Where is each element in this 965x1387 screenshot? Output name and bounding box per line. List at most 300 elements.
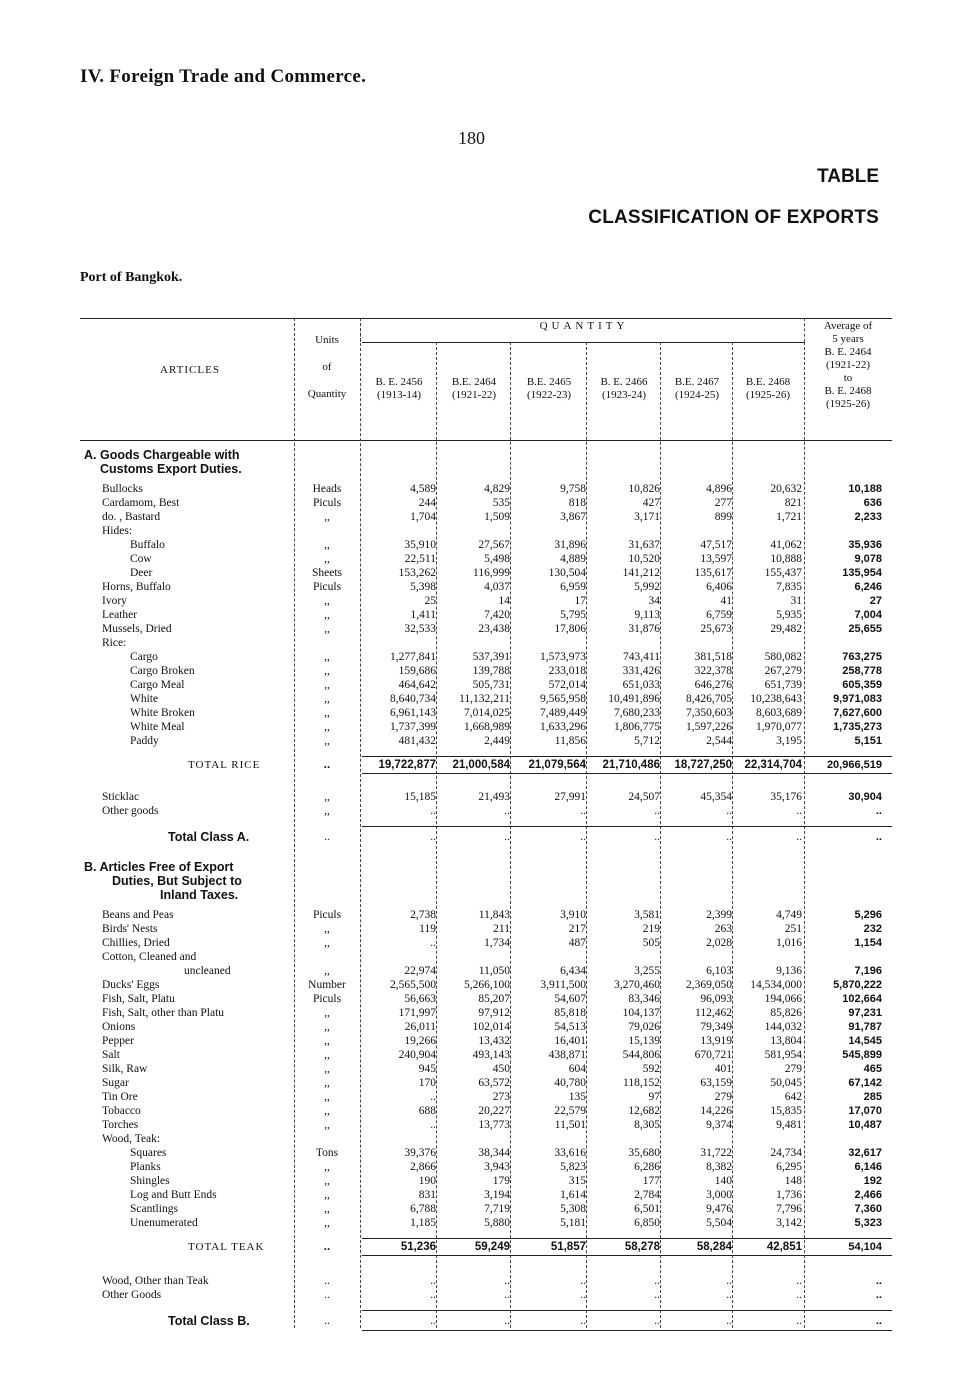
table-row — [80, 950, 892, 964]
quantity-cell: 31,722 — [700, 1147, 732, 1159]
average-cell: 10,188 — [848, 483, 882, 495]
table-row — [80, 496, 892, 510]
row-label: Ducks' Eggs — [102, 979, 160, 991]
quantity-cell: .. — [504, 1289, 510, 1301]
quantity-cell: 322,378 — [694, 665, 732, 677]
quantity-cell: 177 — [642, 1175, 660, 1187]
quantity-cell: 4,749 — [776, 909, 802, 921]
row-label: Torches — [102, 1119, 139, 1131]
column-divider — [510, 342, 511, 1328]
exports-table — [80, 318, 892, 1336]
average-cell: 636 — [863, 497, 882, 509]
quantity-cell: 139,788 — [472, 665, 510, 677]
quantity-cell: 35,680 — [628, 1147, 660, 1159]
quantity-cell: .. — [430, 937, 436, 949]
quantity-cell: 8,382 — [706, 1161, 732, 1173]
quantity-cell: 47,517 — [700, 539, 732, 551]
section-b-title-line: Duties, But Subject to — [112, 874, 242, 888]
table-row — [80, 1076, 892, 1090]
quantity-cell: 1,970,077 — [756, 721, 802, 733]
quantity-cell: .. — [654, 1289, 660, 1301]
quantity-cell: 8,426,705 — [686, 693, 732, 705]
quantity-cell: 42,851 — [766, 1241, 802, 1253]
average-cell: 54,104 — [848, 1241, 882, 1253]
average-cell: 32,617 — [848, 1147, 882, 1159]
row-label: White Meal — [130, 721, 185, 733]
quantity-cell: 651,739 — [764, 679, 802, 691]
average-cell: 35,936 — [848, 539, 882, 551]
quantity-cell: 8,603,689 — [756, 707, 802, 719]
average-cell: 30,904 — [848, 791, 882, 803]
quantity-cell: 279 — [784, 1063, 802, 1075]
quantity-cell: 5,266,100 — [464, 979, 510, 991]
row-unit: ,, — [324, 1021, 330, 1033]
quantity-cell: 13,773 — [478, 1119, 510, 1131]
quantity-cell: 505 — [642, 937, 660, 949]
quantity-cell: 1,721 — [776, 511, 802, 523]
year-line: B.E. 2465 — [526, 376, 572, 388]
row-unit: Sheets — [311, 567, 343, 579]
quantity-cell: 4,896 — [706, 483, 732, 495]
table-row — [80, 936, 892, 950]
row-label: Horns, Buffalo — [102, 581, 171, 593]
row-unit: .. — [323, 1241, 331, 1253]
quantity-cell: 23,438 — [478, 623, 510, 635]
table-row — [80, 804, 892, 818]
quantity-cell: 14,534,000 — [750, 979, 802, 991]
average-line: B. E. 2464 — [824, 346, 872, 358]
row-label: do. , Bastard — [102, 511, 161, 523]
year-line: B. E. 2466 — [600, 376, 648, 388]
row-unit: ,, — [324, 539, 330, 551]
average-cell: 135,954 — [842, 567, 882, 579]
quantity-cell: 56,663 — [404, 993, 436, 1005]
section-a-title-line: Customs Export Duties. — [100, 462, 242, 476]
quantity-cell: 2,028 — [706, 937, 732, 949]
quantity-cell: 8,305 — [634, 1119, 660, 1131]
table-rule — [362, 1310, 892, 1311]
quantity-cell: 10,238,643 — [750, 693, 802, 705]
quantity-cell: 743,411 — [623, 651, 660, 663]
table-row — [80, 538, 892, 552]
quantity-cell: 144,032 — [764, 1021, 802, 1033]
quantity-cell: 17,806 — [554, 623, 586, 635]
table-rule — [362, 773, 892, 774]
average-cell: 97,231 — [848, 1007, 882, 1019]
row-unit: ,, — [324, 923, 330, 935]
section-b-title-line: Inland Taxes. — [160, 888, 239, 902]
table-row — [80, 622, 892, 636]
average-cell: 285 — [863, 1091, 882, 1103]
quantity-cell: 14,226 — [700, 1105, 732, 1117]
table-row — [80, 510, 892, 524]
quantity-cell: 331,426 — [622, 665, 660, 677]
average-cell: .. — [875, 1315, 882, 1327]
table-row — [80, 720, 892, 734]
row-label: Ivory — [102, 595, 127, 607]
row-label: Salt — [102, 1049, 120, 1061]
quantity-cell: 19,266 — [404, 1035, 436, 1047]
quantity-cell: 2,565,500 — [390, 979, 436, 991]
quantity-cell: 11,501 — [554, 1119, 586, 1131]
row-unit: .. — [323, 759, 331, 771]
average-line: (1921-22) — [826, 359, 870, 371]
row-label: Tobacco — [102, 1105, 141, 1117]
quantity-cell: .. — [580, 805, 586, 817]
average-line: Average of — [823, 320, 873, 332]
column-divider — [732, 342, 733, 1328]
quantity-cell: 14 — [498, 595, 510, 607]
quantity-cell: 7,680,233 — [614, 707, 660, 719]
section-b-title-line: B. Articles Free of Export — [84, 860, 234, 874]
section-b-title — [84, 860, 242, 902]
row-label: Scantlings — [130, 1203, 178, 1215]
table-row — [80, 1188, 892, 1202]
quantity-cell: .. — [726, 1315, 732, 1327]
quantity-cell: 5,992 — [634, 581, 660, 593]
quantity-cell: 7,719 — [484, 1203, 510, 1215]
quantity-cell: 38,344 — [478, 1147, 510, 1159]
row-label: Onions — [102, 1021, 136, 1033]
row-unit: ,, — [324, 1175, 330, 1187]
quantity-cell: 1,411 — [410, 609, 436, 621]
quantity-cell: .. — [726, 805, 732, 817]
quantity-cell: 31,637 — [628, 539, 660, 551]
quantity-cell: 83,346 — [628, 993, 660, 1005]
quantity-cell: 7,835 — [776, 581, 802, 593]
quantity-cell: 2,738 — [410, 909, 436, 921]
row-unit: ,, — [324, 651, 330, 663]
row-unit: ,, — [324, 791, 330, 803]
quantity-cell: 4,829 — [484, 483, 510, 495]
quantity-cell: 35,176 — [770, 791, 802, 803]
quantity-cell: .. — [726, 1289, 732, 1301]
quantity-cell: 1,633,296 — [540, 721, 586, 733]
quantity-cell: 31,896 — [554, 539, 586, 551]
quantity-cell: 450 — [492, 1063, 510, 1075]
row-label: White Broken — [130, 707, 195, 719]
row-unit: ,, — [324, 1077, 330, 1089]
table-rule — [362, 1330, 892, 1331]
quantity-cell: 3,000 — [706, 1189, 732, 1201]
quantity-cell: 2,784 — [634, 1189, 660, 1201]
column-header-quantity: QUANTITY — [539, 320, 629, 332]
column-divider — [360, 318, 361, 1328]
quantity-cell: 580,082 — [764, 651, 802, 663]
row-unit: Heads — [312, 483, 342, 495]
row-label: Squares — [130, 1147, 167, 1159]
column-divider — [660, 342, 661, 1328]
row-label: Unenumerated — [130, 1217, 198, 1229]
row-unit: ,, — [324, 721, 330, 733]
quantity-cell: 58,278 — [624, 1241, 660, 1253]
quantity-cell: 670,721 — [694, 1049, 732, 1061]
table-row — [80, 664, 892, 678]
quantity-cell: 112,462 — [695, 1007, 732, 1019]
table-row — [80, 1146, 892, 1160]
table-row — [80, 1132, 892, 1146]
table-rule — [362, 342, 804, 343]
quantity-cell: 6,295 — [776, 1161, 802, 1173]
quantity-cell: 9,758 — [560, 483, 586, 495]
row-label: Deer — [130, 567, 153, 579]
quantity-cell: 5,498 — [484, 553, 510, 565]
quantity-cell: 21,079,564 — [528, 759, 586, 771]
table-rule — [362, 1255, 892, 1256]
average-line: 5 years — [832, 333, 864, 345]
row-label: Birds' Nests — [102, 923, 158, 935]
average-cell: 9,971,083 — [833, 693, 882, 705]
average-cell: 2,466 — [854, 1189, 882, 1201]
section-a-title-line: A. Goods Chargeable with — [84, 448, 240, 462]
quantity-cell: 50,045 — [770, 1077, 802, 1089]
table-row — [80, 1006, 892, 1020]
row-label: Paddy — [130, 735, 159, 747]
table-row — [80, 594, 892, 608]
table-row — [80, 650, 892, 664]
quantity-cell: .. — [654, 1315, 660, 1327]
row-label: Bullocks — [102, 483, 143, 495]
average-cell: 5,296 — [854, 909, 882, 921]
quantity-cell: 12,682 — [628, 1105, 660, 1117]
row-unit: .. — [324, 1289, 330, 1301]
quantity-cell: 7,796 — [776, 1203, 802, 1215]
row-label: Total Class A. — [168, 830, 250, 844]
quantity-cell: 3,270,460 — [614, 979, 660, 991]
row-unit: Piculs — [312, 497, 342, 509]
column-header-year — [662, 376, 732, 402]
table-row — [80, 1034, 892, 1048]
quantity-cell: 3,194 — [484, 1189, 510, 1201]
quantity-cell: .. — [796, 1289, 802, 1301]
row-unit: ,, — [324, 707, 330, 719]
quantity-cell: 148 — [784, 1175, 802, 1187]
quantity-cell: 11,132,211 — [459, 693, 510, 705]
quantity-cell: 59,249 — [474, 1241, 510, 1253]
quantity-cell: 544,806 — [622, 1049, 660, 1061]
column-header-year — [734, 376, 802, 402]
row-label: Total Class B. — [168, 1314, 250, 1328]
quantity-cell: .. — [430, 1289, 436, 1301]
quantity-cell: 79,349 — [700, 1021, 732, 1033]
quantity-cell: 32,533 — [404, 623, 436, 635]
table-row — [80, 692, 892, 706]
quantity-cell: 6,959 — [560, 581, 586, 593]
average-cell: 1,735,273 — [833, 721, 882, 733]
quantity-cell: 3,910 — [560, 909, 586, 921]
quantity-cell: 22,314,704 — [744, 759, 802, 771]
quantity-cell: .. — [654, 1275, 660, 1287]
row-unit: ,, — [324, 511, 330, 523]
row-label: Cargo Broken — [130, 665, 195, 677]
quantity-cell: 85,207 — [478, 993, 510, 1005]
row-label: White — [130, 693, 159, 705]
table-row — [80, 1274, 892, 1288]
row-unit: ,, — [324, 965, 330, 977]
row-unit: Piculs — [312, 581, 342, 593]
quantity-cell: 464,642 — [398, 679, 436, 691]
quantity-cell: 63,572 — [478, 1077, 510, 1089]
table-row — [80, 964, 892, 978]
column-header-year — [438, 376, 510, 402]
column-divider — [804, 318, 805, 342]
quantity-cell: 233,018 — [548, 665, 586, 677]
row-label: Other goods — [102, 805, 159, 817]
table-row — [80, 524, 892, 538]
quantity-cell: 54,607 — [554, 993, 586, 1005]
quantity-cell: 244 — [418, 497, 436, 509]
quantity-cell: .. — [726, 831, 732, 843]
quantity-cell: 21,493 — [478, 791, 510, 803]
quantity-cell: 6,103 — [706, 965, 732, 977]
quantity-cell: .. — [430, 831, 436, 843]
quantity-cell: 581,954 — [764, 1049, 802, 1061]
table-row — [80, 1216, 892, 1230]
average-cell: 9,078 — [854, 553, 882, 565]
year-line: (1913-14) — [377, 389, 421, 401]
quantity-cell: 35,910 — [404, 539, 436, 551]
quantity-cell: 41 — [720, 595, 732, 607]
quantity-cell: 102,014 — [472, 1021, 510, 1033]
table-row — [80, 790, 892, 804]
quantity-cell: 10,491,896 — [608, 693, 660, 705]
units-line: of — [322, 361, 332, 373]
quantity-cell: 537,391 — [472, 651, 510, 663]
quantity-cell: 2,369,050 — [686, 979, 732, 991]
quantity-cell: 277 — [714, 497, 732, 509]
table-row — [80, 734, 892, 748]
page-number: 180 — [458, 128, 485, 148]
row-unit: ,, — [324, 937, 330, 949]
quantity-cell: 1,597,226 — [686, 721, 732, 733]
quantity-cell: 646,276 — [694, 679, 732, 691]
quantity-cell: 20,632 — [770, 483, 802, 495]
quantity-cell: 3,911,500 — [540, 979, 586, 991]
average-cell: 2,233 — [854, 511, 882, 523]
table-rule — [362, 826, 892, 827]
average-cell: 258,778 — [842, 665, 882, 677]
quantity-cell: 481,432 — [398, 735, 436, 747]
quantity-cell: 104,137 — [622, 1007, 660, 1019]
row-unit: ,, — [324, 1035, 330, 1047]
average-cell: 6,146 — [854, 1161, 882, 1173]
quantity-cell: 5,712 — [634, 735, 660, 747]
row-unit: ,, — [324, 1189, 330, 1201]
average-cell: 27 — [869, 595, 882, 607]
quantity-cell: 24,507 — [628, 791, 660, 803]
row-label: Pepper — [102, 1035, 134, 1047]
total-teak-row — [80, 1240, 892, 1254]
table-row — [80, 580, 892, 594]
quantity-cell: .. — [796, 1315, 802, 1327]
average-cell: 763,275 — [842, 651, 882, 663]
quantity-cell: 381,518 — [694, 651, 732, 663]
table-row — [80, 1062, 892, 1076]
average-cell: 5,323 — [854, 1217, 882, 1229]
quantity-cell: 6,788 — [410, 1203, 436, 1215]
row-label: Buffalo — [130, 539, 165, 551]
quantity-cell: 604 — [568, 1063, 586, 1075]
quantity-cell: 25 — [424, 595, 436, 607]
column-divider — [436, 342, 437, 1328]
total-rice-row — [80, 758, 892, 772]
table-rule — [80, 318, 892, 319]
quantity-cell: .. — [430, 1315, 436, 1327]
column-header-articles: ARTICLES — [160, 364, 220, 376]
year-line: (1925-26) — [746, 389, 790, 401]
quantity-cell: 135,617 — [694, 567, 732, 579]
quantity-cell: 27,991 — [554, 791, 586, 803]
row-label: Wood, Other than Teak — [102, 1275, 209, 1287]
quantity-cell: 592 — [642, 1063, 660, 1075]
table-row — [80, 1020, 892, 1034]
average-cell: 232 — [863, 923, 882, 935]
table-row — [80, 922, 892, 936]
year-line: (1921-22) — [452, 389, 496, 401]
average-cell: 465 — [863, 1063, 882, 1075]
quantity-cell: .. — [430, 805, 436, 817]
quantity-cell: 2,399 — [706, 909, 732, 921]
quantity-cell: 27,567 — [478, 539, 510, 551]
average-cell: 25,655 — [848, 623, 882, 635]
quantity-cell: 401 — [714, 1063, 732, 1075]
quantity-cell: 572,014 — [548, 679, 586, 691]
quantity-cell: 493,143 — [472, 1049, 510, 1061]
row-unit: ,, — [324, 595, 330, 607]
row-unit: Number — [308, 979, 346, 991]
quantity-cell: 10,888 — [770, 553, 802, 565]
row-unit: ,, — [324, 553, 330, 565]
quantity-cell: 9,476 — [706, 1203, 732, 1215]
port-label: Port of Bangkok. — [80, 270, 183, 285]
quantity-cell: 85,826 — [770, 1007, 802, 1019]
row-unit: Tons — [315, 1147, 339, 1159]
quantity-cell: 171,997 — [398, 1007, 436, 1019]
quantity-cell: 135 — [568, 1091, 586, 1103]
quantity-cell: 831 — [418, 1189, 436, 1201]
quantity-cell: .. — [430, 1275, 436, 1287]
table-row — [80, 636, 892, 650]
quantity-cell: 194,066 — [764, 993, 802, 1005]
quantity-cell: 21,710,486 — [602, 759, 660, 771]
quantity-cell: 1,806,775 — [614, 721, 660, 733]
quantity-cell: 651,033 — [622, 679, 660, 691]
quantity-cell: 9,374 — [706, 1119, 732, 1131]
average-cell: .. — [875, 805, 882, 817]
quantity-cell: 26,011 — [404, 1021, 436, 1033]
quantity-cell: 3,943 — [484, 1161, 510, 1173]
quantity-cell: 5,795 — [560, 609, 586, 621]
quantity-cell: 2,544 — [706, 735, 732, 747]
quantity-cell: 1,277,841 — [390, 651, 436, 663]
quantity-cell: 130,504 — [548, 567, 586, 579]
average-cell: 192 — [863, 1175, 882, 1187]
quantity-cell: 33,616 — [554, 1147, 586, 1159]
quantity-cell: 5,935 — [776, 609, 802, 621]
quantity-cell: 5,398 — [410, 581, 436, 593]
quantity-cell: 1,185 — [410, 1217, 436, 1229]
quantity-cell: 29,482 — [770, 623, 802, 635]
quantity-cell: 6,434 — [560, 965, 586, 977]
quantity-cell: 141,212 — [622, 567, 660, 579]
quantity-cell: 642 — [784, 1091, 802, 1103]
row-label: Rice: — [102, 637, 127, 649]
quantity-cell: 438,871 — [548, 1049, 586, 1061]
quantity-cell: 9,565,958 — [540, 693, 586, 705]
row-label: Mussels, Dried — [102, 623, 172, 635]
average-cell: 7,627,600 — [833, 707, 882, 719]
table-row — [80, 552, 892, 566]
